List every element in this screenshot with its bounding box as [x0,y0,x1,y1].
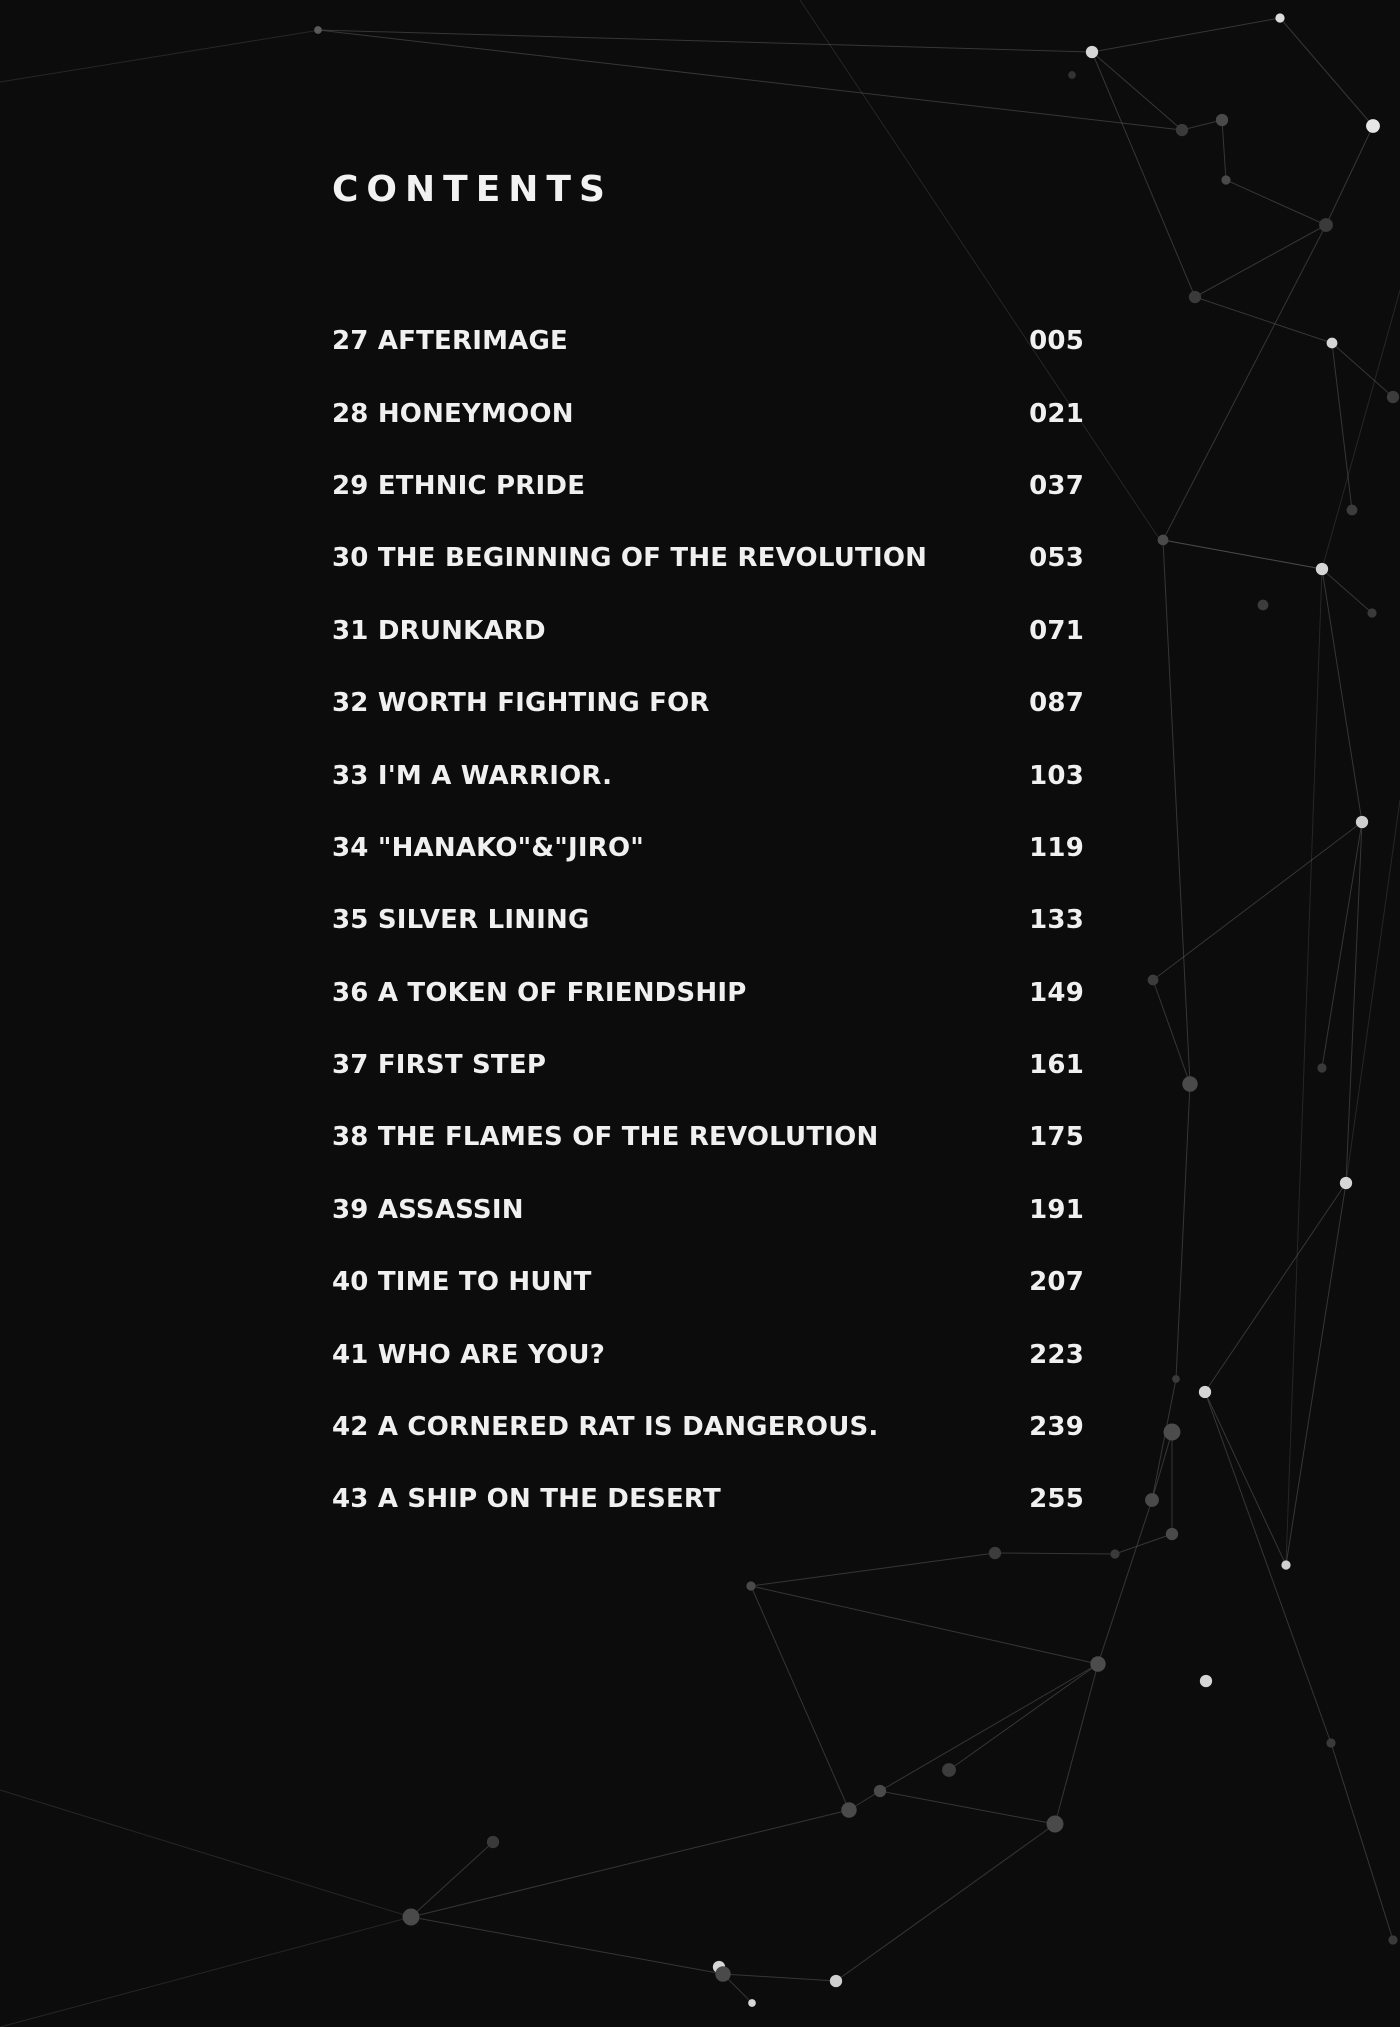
network-edge [880,1791,1055,1824]
network-edge [751,1586,849,1810]
network-node [1166,1528,1178,1540]
network-edge [723,1974,836,1981]
network-edge [1055,1664,1098,1824]
network-edge [1092,52,1182,130]
network-node [1110,1549,1119,1558]
network-edge [995,1553,1115,1554]
toc-entry[interactable] [332,595,1084,667]
toc-entry-title: 33 I'M A WARRIOR. [332,760,613,791]
network-edge [1222,120,1226,180]
network-node [1319,218,1333,232]
network-node [1275,13,1284,22]
network-edge [836,1824,1055,1981]
network-node [1388,1935,1397,1944]
network-node [487,1836,499,1848]
toc-entry-page: 103 [1029,760,1084,791]
network-edge [411,1917,723,1974]
toc-entry-title: 37 FIRST STEP [332,1050,547,1081]
toc-entry-page: 037 [1029,470,1084,501]
network-node [1047,1816,1064,1833]
network-node [1200,1675,1212,1687]
network-edge [1326,126,1373,225]
network-edge [1331,1743,1393,1940]
network-node [1221,175,1230,184]
toc-entry-title: 43 A SHIP ON THE DESERT [332,1484,721,1515]
network-edge [1098,1500,1152,1664]
network-node [1068,71,1076,79]
page-title: CONTENTS [332,169,613,210]
network-node [1366,119,1380,133]
toc-entry-page: 223 [1029,1339,1084,1370]
network-node [1356,816,1368,828]
network-node [715,1966,730,1981]
toc-entry[interactable] [332,812,1084,884]
toc-entry-page: 087 [1029,688,1084,719]
network-node [1317,1063,1326,1072]
network-edge [1195,297,1332,343]
network-node [403,1909,420,1926]
network-edge [1205,1183,1346,1392]
network-node [1326,1738,1335,1747]
toc-entry-title: 32 WORTH FIGHTING FOR [332,688,710,719]
network-node [1199,1386,1211,1398]
network-node [1316,563,1328,575]
network-node [1086,46,1098,58]
network-edge [1205,1392,1286,1565]
network-node [1148,975,1159,986]
toc-entry-page: 191 [1029,1194,1084,1225]
toc-entry-page: 175 [1029,1122,1084,1153]
toc-entry-title: 30 THE BEGINNING OF THE REVOLUTION [332,543,928,574]
network-edge [1152,1432,1172,1500]
toc-entry-page: 239 [1029,1412,1084,1443]
network-edge [1176,1084,1190,1379]
toc-entry-title: 41 WHO ARE YOU? [332,1339,605,1370]
toc-entry-page: 207 [1029,1267,1084,1298]
network-edge [1322,569,1372,613]
network-edge [0,1917,411,2027]
network-node [874,1785,886,1797]
network-node [1158,535,1169,546]
network-node [1387,391,1399,403]
network-node [1216,114,1228,126]
network-edge [1195,225,1326,297]
network-edge [1332,343,1393,397]
network-edge [1153,980,1190,1084]
toc-entry-title: 28 HONEYMOON [332,398,574,429]
network-edge [751,1553,995,1586]
toc-entry[interactable] [332,377,1084,449]
network-edge [751,1586,1098,1664]
network-edge [1163,225,1326,540]
network-edge [1286,1183,1346,1565]
network-edge [1286,569,1322,1565]
toc-entry[interactable] [332,1463,1084,1535]
toc-entry[interactable] [332,1029,1084,1101]
toc-entry-page: 021 [1029,398,1084,429]
network-node [1347,505,1358,516]
network-edge [1322,569,1362,822]
network-edge [1322,290,1400,569]
network-edge [1092,52,1195,297]
network-edge [1226,180,1326,225]
toc-entry-title: 40 TIME TO HUNT [332,1267,592,1298]
toc-entry-title: 29 ETHNIC PRIDE [332,470,586,501]
toc-entry[interactable] [332,1318,1084,1390]
network-node [830,1975,842,1987]
toc-entry-title: 35 SILVER LINING [332,905,590,936]
toc-entry[interactable] [332,1246,1084,1318]
network-edge [1182,120,1222,130]
toc-entry[interactable] [332,957,1084,1029]
network-node [1340,1177,1352,1189]
toc-entry-title: 27 AFTERIMAGE [332,326,569,357]
toc-entry[interactable] [332,1101,1084,1173]
network-edge [880,1664,1098,1791]
toc-entry-page: 071 [1029,615,1084,646]
toc-entry-page: 053 [1029,543,1084,574]
network-node [942,1763,956,1777]
toc-entry-title: 36 A TOKEN OF FRIENDSHIP [332,977,747,1008]
network-node [748,1999,756,2007]
network-node [746,1581,755,1590]
network-edge [1092,18,1280,52]
network-edge [0,1790,411,1917]
toc-entry-page: 149 [1029,977,1084,1008]
toc-entry-page: 133 [1029,905,1084,936]
toc-entry[interactable] [332,1391,1084,1463]
toc-entry[interactable] [332,1174,1084,1246]
network-node [1367,608,1376,617]
toc-entry-page: 255 [1029,1484,1084,1515]
toc-entry-title: 38 THE FLAMES OF THE REVOLUTION [332,1122,879,1153]
network-edge [318,30,1182,130]
network-node [1327,338,1338,349]
network-node [1281,1560,1290,1569]
toc-entry-title: 34 "HANAKO"&"JIRO" [332,832,645,863]
network-node [1172,1375,1180,1383]
network-node [1189,291,1201,303]
toc-entry-page: 119 [1029,832,1084,863]
network-edge [1153,822,1362,980]
network-edge [318,30,1092,52]
toc-entry[interactable] [332,450,1084,522]
toc-entry-page: 005 [1029,326,1084,357]
toc-entry-title: 42 A CORNERED RAT IS DANGEROUS. [332,1412,879,1443]
toc-entry-page: 161 [1029,1050,1084,1081]
network-edge [949,1664,1098,1770]
network-node [314,26,322,34]
network-edge [1332,343,1352,510]
network-edge [0,30,320,82]
network-edge [1322,822,1362,1068]
network-node [1176,124,1188,136]
toc-entry[interactable] [332,522,1084,594]
network-edge [1205,1392,1331,1743]
network-node [1182,1076,1197,1091]
network-node [989,1547,1001,1559]
network-edge [1163,540,1322,569]
toc-entry-title: 31 DRUNKARD [332,615,546,646]
toc-entry[interactable] [332,884,1084,956]
toc-entry-title: 39 ASSASSIN [332,1194,524,1225]
network-node [1145,1493,1159,1507]
network-node [841,1802,856,1817]
table-of-contents [332,305,1084,1536]
toc-entry[interactable] [332,739,1084,811]
network-node [1258,600,1269,611]
network-node [1164,1424,1181,1441]
network-edge [411,1842,493,1917]
toc-entry[interactable] [332,305,1084,377]
network-node [1090,1656,1105,1671]
network-edge [1280,18,1373,126]
network-edge [411,1810,849,1917]
network-edge [1163,540,1190,1084]
network-edge [1115,1534,1172,1554]
toc-entry[interactable] [332,667,1084,739]
